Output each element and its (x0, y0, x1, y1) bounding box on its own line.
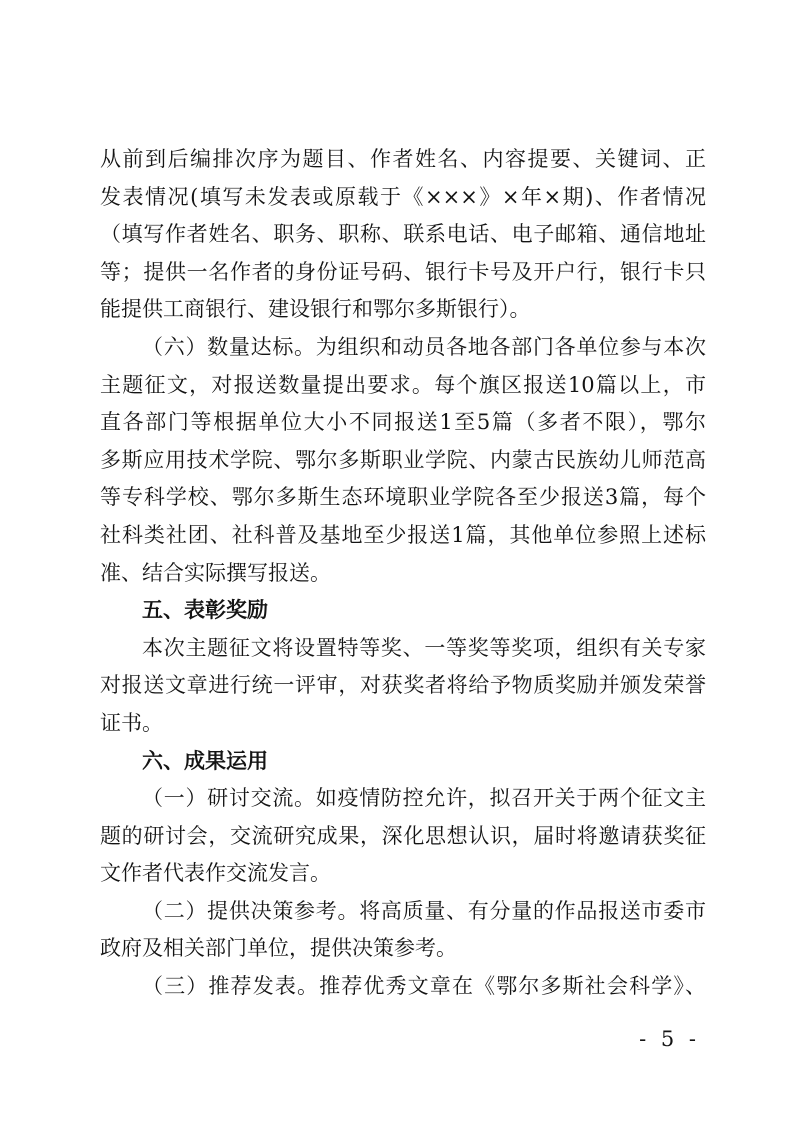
paragraph-line: （二）提供决策参考。将高质量、有分量的作品报送市委市 (142, 898, 706, 923)
paragraph-line: 从前到后编排次序为题目、作者姓名、内容提要、关键词、正 (100, 147, 706, 171)
paragraph-line: 能提供工商银行、建设银行和鄂尔多斯银行）。 (100, 297, 531, 322)
paragraph-submission-format (100, 141, 706, 329)
paragraph-line: 多斯应用技术学院、鄂尔多斯职业学院、内蒙古民族幼儿师范高 (100, 447, 706, 472)
paragraph-line: 政府及相关部门单位，提供决策参考。 (100, 936, 457, 961)
paragraph-line: 对报送文章进行统一评审，对获奖者将给予物质奖励并颁发荣誉 (100, 673, 706, 698)
paragraph-line: 直各部门等根据单位大小不同报送1至5篇（多者不限），鄂尔 (100, 410, 706, 435)
paragraph-line: 准、结合实际撰写报送。 (100, 560, 331, 585)
page-body (100, 141, 706, 1006)
paragraph-line: （三）推荐发表。推荐优秀文章在《鄂尔多斯社会科学》、 (142, 974, 706, 999)
paragraph-line: （填写作者姓名、职务、职称、联系电话、电子邮箱、通信地址 (100, 222, 706, 247)
paragraph-line: 本次主题征文将设置特等奖、一等奖等奖项，组织有关专家 (142, 635, 706, 660)
paragraph-awards (100, 630, 706, 743)
paragraph-line: （一）研讨交流。如疫情防控允许，拟召开关于两个征文主 (142, 786, 706, 811)
section-heading-results-use: 六、成果运用 (142, 748, 268, 773)
paragraph-line: 证书。 (100, 710, 163, 735)
paragraph-decision-reference (100, 893, 706, 968)
paragraph-line: 发表情况(填写未发表或原载于《×××》×年×期)、作者情况 (100, 184, 706, 209)
paragraph-line: 题的研讨会，交流研究成果，深化思想认识，届时将邀请获奖征 (100, 823, 706, 848)
paragraph-line: 等；提供一名作者的身份证号码、银行卡号及开户行，银行卡只 (100, 259, 706, 284)
section-heading-awards: 五、表彰奖励 (142, 598, 268, 623)
paragraph-line: 主题征文，对报送数量提出要求。每个旗区报送10篇以上，市 (100, 372, 706, 397)
page-number: - 5 - (639, 1027, 700, 1051)
paragraph-line: 等专科学校、鄂尔多斯生态环境职业学院各至少报送3篇，每个 (100, 485, 706, 510)
paragraph-seminar-exchange (100, 780, 706, 893)
paragraph-quantity-standard (100, 329, 706, 592)
paragraph-line: 社科类社团、社科普及基地至少报送1篇，其他单位参照上述标 (100, 522, 706, 547)
paragraph-recommend-publication (100, 968, 706, 1006)
paragraph-line: 文作者代表作交流发言。 (100, 861, 331, 886)
paragraph-line: （六）数量达标。为组织和动员各地各部门各单位参与本次 (142, 334, 706, 359)
